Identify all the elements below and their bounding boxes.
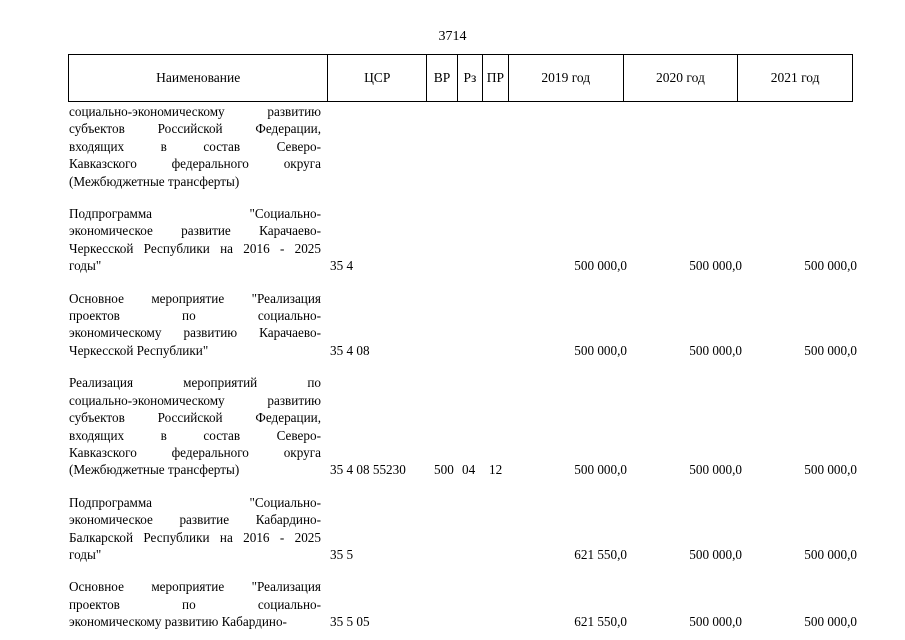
row-name xyxy=(68,103,321,190)
cell-csr: 35 4 08 55230 xyxy=(330,462,406,478)
row-name-line: проектов по социально- xyxy=(69,596,321,612)
row-name-line: Черкесской Республики" xyxy=(69,342,209,358)
cell-y2019: 500 000,0 xyxy=(574,342,627,358)
cell-csr: 35 4 xyxy=(330,258,354,274)
row-name xyxy=(68,578,321,630)
table-row xyxy=(68,205,905,275)
cell-y2020: 500 000,0 xyxy=(689,258,742,274)
page-number: 3714 xyxy=(438,29,467,44)
table-body xyxy=(68,103,905,631)
row-name-line: Черкесской Республики на 2016 - 2025 xyxy=(69,240,321,256)
cell-y2019: 621 550,0 xyxy=(574,546,627,562)
header-rz: Рз xyxy=(458,55,483,101)
row-name-line: экономическому развитию Кабардино- xyxy=(69,614,287,630)
header-2019: 2019 год xyxy=(509,55,624,101)
cell-y2021: 500 000,0 xyxy=(804,462,857,478)
row-name xyxy=(68,205,321,275)
cell-y2021: 500 000,0 xyxy=(804,342,857,358)
table-row xyxy=(68,103,905,190)
cell-y2021: 500 000,0 xyxy=(804,546,857,562)
table-row xyxy=(68,578,905,630)
cell-y2020: 500 000,0 xyxy=(689,462,742,478)
cell-y2021: 500 000,0 xyxy=(804,258,857,274)
header-2021: 2021 год xyxy=(770,70,820,85)
cell-y2020: 500 000,0 xyxy=(689,614,742,630)
table-row xyxy=(68,374,905,478)
table-row xyxy=(68,290,905,360)
cell-csr: 35 5 05 xyxy=(330,614,370,630)
header-name: Наименование xyxy=(69,55,328,101)
row-name-line: субъектов Российской Федерации, xyxy=(69,410,321,426)
row-name-line: проектов по социально- xyxy=(69,308,321,324)
cell-rz: 04 xyxy=(462,462,476,478)
table-header xyxy=(68,54,853,102)
cell-csr: 35 4 08 xyxy=(330,342,370,358)
header-pr: ПР xyxy=(483,55,509,101)
row-name xyxy=(68,374,321,478)
row-name-line: социально-экономическому развитию xyxy=(69,392,321,408)
row-name-line: Балкарской Республики на 2016 - 2025 xyxy=(69,529,321,545)
row-name-line: Кавказского федерального округа xyxy=(69,156,321,172)
table-row xyxy=(68,494,905,564)
cell-pr: 12 xyxy=(489,462,503,478)
cell-vr: 500 xyxy=(434,462,454,478)
row-name-line: годы" xyxy=(69,258,102,274)
row-name-line: Реализация мероприятий по xyxy=(69,375,321,391)
row-name-line: Основное мероприятие "Реализация xyxy=(69,290,321,306)
row-name-line: Основное мероприятие "Реализация xyxy=(69,579,321,595)
row-name-line: социально-экономическому развитию xyxy=(69,104,321,119)
row-name-line: Подпрограмма "Социально- xyxy=(69,206,321,222)
row-name-line: (Межбюджетные трансферты) xyxy=(69,173,240,189)
cell-y2019: 500 000,0 xyxy=(574,258,627,274)
row-name-line: входящих в состав Северо- xyxy=(69,138,321,154)
row-name-line: (Межбюджетные трансферты) xyxy=(69,462,240,478)
cell-csr: 35 5 xyxy=(330,546,354,562)
row-name-line: входящих в состав Северо- xyxy=(69,427,321,443)
row-name-line: экономическому развитию Карачаево- xyxy=(69,325,321,341)
header-csr: ЦСР xyxy=(328,55,427,101)
cell-y2019: 621 550,0 xyxy=(574,614,627,630)
row-name xyxy=(68,494,321,564)
row-name-line: экономическое развитие Карачаево- xyxy=(69,223,321,239)
row-name-line: Кавказского федерального округа xyxy=(69,444,321,460)
cell-y2020: 500 000,0 xyxy=(689,342,742,358)
row-name xyxy=(68,290,321,360)
row-name-line: экономическое развитие Кабардино- xyxy=(69,512,321,528)
row-name-line: субъектов Российской Федерации, xyxy=(69,121,321,137)
header-2020: 2020 год xyxy=(624,55,739,101)
cell-y2021: 500 000,0 xyxy=(804,614,857,630)
row-name-line: Подпрограмма "Социально- xyxy=(69,494,321,510)
header-vr: ВР xyxy=(427,55,458,101)
cell-y2020: 500 000,0 xyxy=(689,546,742,562)
cell-y2019: 500 000,0 xyxy=(574,462,627,478)
row-name-line: годы" xyxy=(69,546,102,562)
